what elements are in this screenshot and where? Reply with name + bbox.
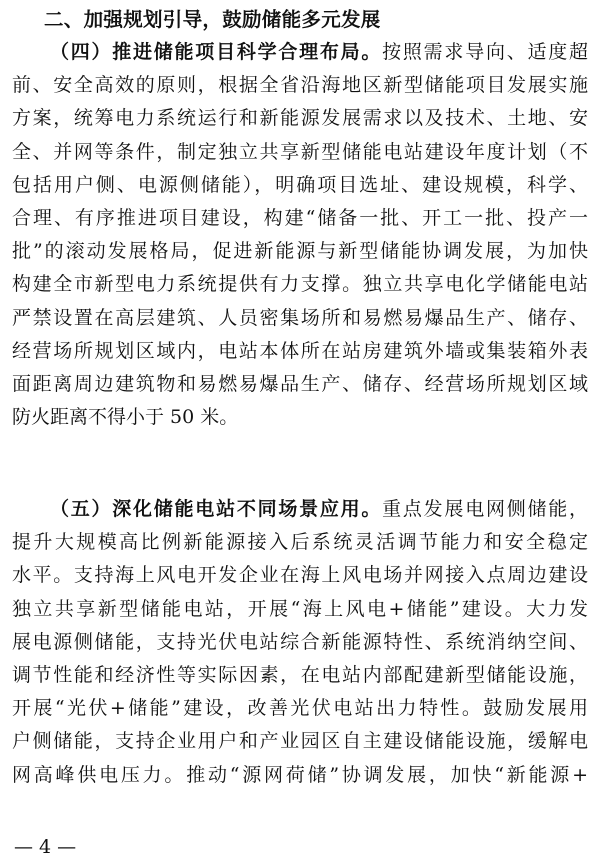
paragraph-line: 面距离周边建筑物和易燃易爆品生产、储存、经营场所规划区域	[12, 372, 588, 395]
subheading: （四）推进储能项目科学合理布局。	[50, 41, 383, 63]
subheading: （五）深化储能电站不同场景应用。	[50, 498, 383, 520]
paragraph-line: 网高峰供电压力。推动“源网荷储”协调发展，加快“新能源+	[12, 763, 588, 786]
paragraph-line	[12, 36, 588, 69]
paragraph-line: 展电源侧储能，支持光伏电站综合新能源特性、系统消纳空间、	[12, 630, 588, 653]
section-heading: 二、加强规划引导，鼓励储能多元发展	[44, 8, 381, 31]
page-number: — 4 —	[14, 836, 77, 858]
paragraph-line: 批”的滚动发展格局，促进新能源与新型储能协调发展，为加快	[12, 240, 588, 263]
paragraph-line: 合理、有序推进项目建设，构建“储备一批、开工一批、投产一	[12, 206, 588, 229]
line-text: 重点发展电网侧储能，	[382, 498, 588, 520]
paragraph-line: 包括用户侧、电源侧储能），明确项目选址、建设规模，科学、	[12, 173, 588, 196]
paragraph-line: 经营场所规划区域内，电站本体所在站房建筑外墙或集装箱外表	[12, 339, 588, 362]
paragraph-line: 前、安全高效的原则，根据全省沿海地区新型储能项目发展实施	[12, 74, 588, 97]
paragraph-line: 开展“光伏+储能”建设，改善光伏电站出力特性。鼓励发展用	[12, 697, 588, 720]
paragraph-line: 独立共享新型储能电站，开展“海上风电+储能”建设。大力发	[12, 597, 588, 620]
paragraph-line: 全、并网等条件，制定独立共享新型储能电站建设年度计划（不	[12, 140, 588, 163]
paragraph-line: 水平。支持海上风电开发企业在海上风电场并网接入点周边建设	[12, 564, 588, 587]
line-text: 按照需求导向、适度超	[382, 41, 588, 63]
paragraph-line: 构建全市新型电力系统提供有力支撑。独立共享电化学储能电站	[12, 273, 588, 296]
paragraph-line: 调节性能和经济性等实际因素，在电站内部配建新型储能设施，	[12, 663, 588, 686]
paragraph-5	[12, 493, 588, 792]
paragraph-line: 防火距离不得小于 50 米。	[12, 406, 239, 429]
paragraph-line: 户侧储能，支持企业用户和产业园区自主建设储能设施，缓解电	[12, 730, 588, 753]
paragraph-4	[12, 36, 588, 434]
paragraph-line: 严禁设置在高层建筑、人员密集场所和易燃易爆品生产、储存、	[12, 306, 588, 329]
paragraph-line: 方案，统筹电力系统运行和新能源发展需求以及技术、土地、安	[12, 107, 588, 130]
paragraph-line: 提升大规模高比例新能源接入后系统灵活调节能力和安全稳定	[12, 531, 588, 554]
paragraph-line	[12, 493, 588, 526]
